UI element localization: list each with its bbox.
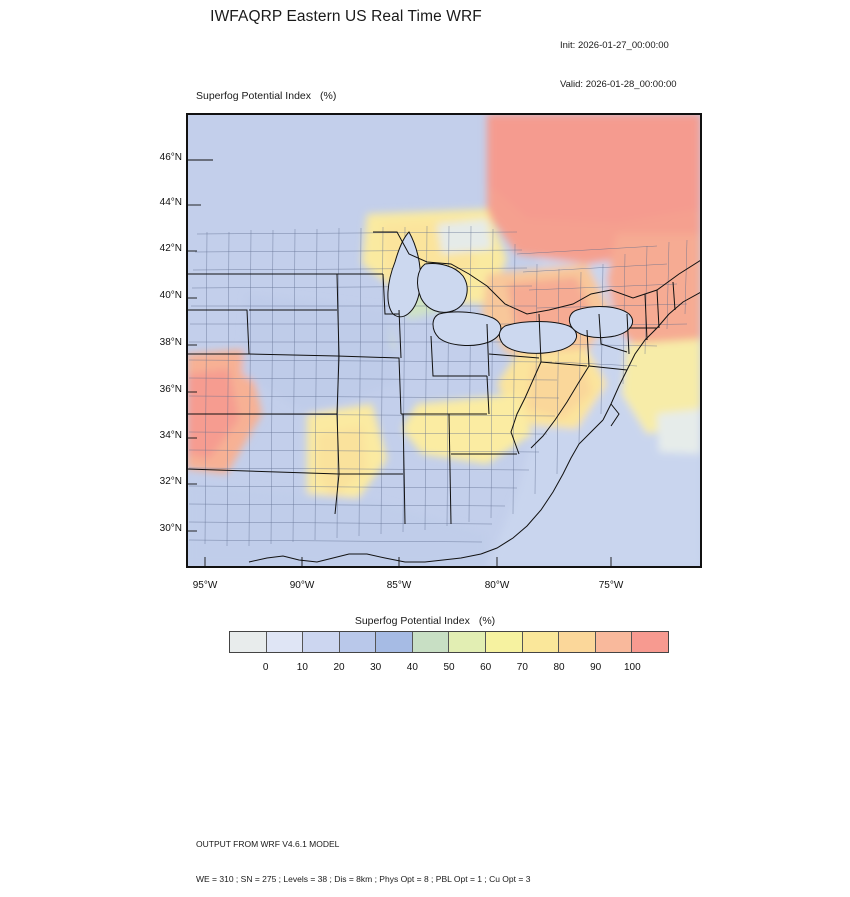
lat-tick-label: 40°N	[159, 290, 182, 301]
colorbar-swatch	[230, 632, 267, 652]
colorbar-tick-label: 20	[333, 662, 345, 673]
colorbar-tick-label: 90	[590, 662, 602, 673]
footer-line-2: WE = 310 ; SN = 275 ; Levels = 38 ; Dis = 8km ; Phys Opt = 8 ; PBL Opt = 1 ; Cu Opt = 3	[196, 873, 531, 884]
colorbar-title-text: Superfog Potential Index	[354, 615, 470, 627]
colorbar-swatch	[486, 632, 523, 652]
colorbar-swatch	[449, 632, 486, 652]
plot-title-text: Superfog Potential Index	[196, 90, 311, 102]
colorbar-tick-label: 40	[406, 662, 418, 673]
colorbar-swatch	[596, 632, 633, 652]
map-canvas	[187, 114, 701, 567]
lat-tick-label: 42°N	[159, 243, 182, 254]
colorbar-tick-label: 50	[443, 662, 455, 673]
lon-tick-label: 75°W	[598, 580, 624, 591]
colorbar-tick-label: 10	[296, 662, 308, 673]
run-info	[560, 13, 677, 104]
colorbar-tick-label: 30	[370, 662, 382, 673]
init-time-label: Init: 2026-01-27_00:00:00	[560, 40, 669, 51]
colorbar-swatch	[559, 632, 596, 652]
colorbar-swatch	[376, 632, 413, 652]
lon-tick-label: 95°W	[192, 580, 218, 591]
lat-tick-label: 46°N	[159, 152, 182, 163]
colorbar-swatch	[340, 632, 377, 652]
valid-time-label: Valid: 2026-01-28_00:00:00	[560, 79, 677, 90]
longitude-axis	[186, 580, 702, 600]
model-output-footer	[196, 816, 530, 897]
colorbar-tick-label: 60	[480, 662, 492, 673]
lat-tick-label: 38°N	[159, 337, 182, 348]
latitude-axis	[130, 113, 182, 568]
lat-tick-label: 36°N	[159, 384, 182, 395]
colorbar-tick-label: 100	[623, 662, 641, 673]
lat-tick-label: 30°N	[159, 523, 182, 534]
map-plot-area[interactable]	[186, 113, 702, 568]
colorbar-swatch	[632, 632, 668, 652]
colorbar-tick-label: 0	[262, 662, 269, 673]
lon-tick-label: 80°W	[484, 580, 510, 591]
footer-line-1: OUTPUT FROM WRF V4.6.1 MODEL	[196, 839, 340, 849]
colorbar-ticks	[229, 662, 669, 678]
colorbar	[229, 631, 669, 653]
colorbar-tick-label: 80	[553, 662, 565, 673]
lat-tick-label: 44°N	[159, 197, 182, 208]
lat-tick-label: 32°N	[159, 476, 182, 487]
lon-tick-label: 90°W	[289, 580, 315, 591]
page-title: IWFAQRP Eastern US Real Time WRF	[210, 8, 482, 25]
colorbar-swatch	[267, 632, 304, 652]
plot-title-units: (%)	[320, 90, 337, 102]
lon-tick-label: 85°W	[386, 580, 412, 591]
colorbar-title	[0, 615, 850, 627]
colorbar-tick-label: 70	[516, 662, 528, 673]
colorbar-title-units: (%)	[478, 615, 496, 627]
colorbar-swatch	[303, 632, 340, 652]
colorbar-swatch	[413, 632, 450, 652]
colorbar-swatch	[523, 632, 560, 652]
plot-title	[196, 90, 336, 102]
lat-tick-label: 34°N	[159, 430, 182, 441]
